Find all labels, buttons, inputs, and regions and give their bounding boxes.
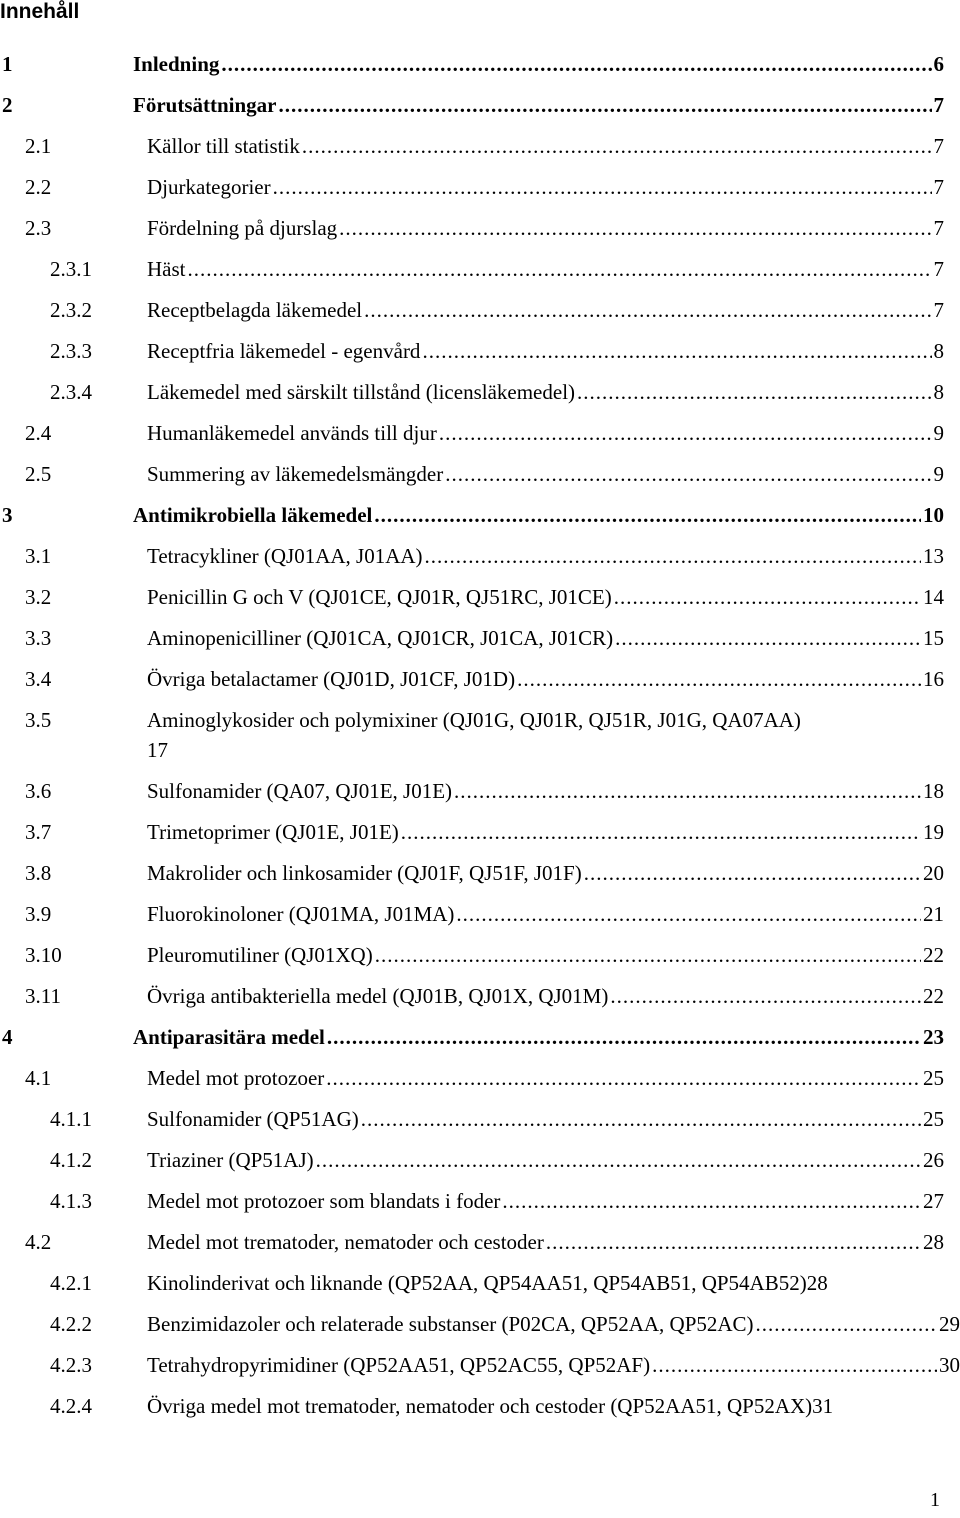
dot-leader: [374, 500, 921, 530]
toc-entry-page: 8: [933, 339, 944, 363]
toc-entry[interactable]: [0, 940, 944, 970]
dot-leader: [546, 1227, 921, 1257]
toc-entry[interactable]: [0, 1350, 960, 1380]
toc-entry-title: Medel mot trematoder, nematoder och cestoder: [147, 1230, 544, 1254]
toc-entry-number: 4.2.1: [50, 1271, 92, 1295]
dot-leader: [326, 1063, 921, 1093]
toc-entry-page: 13: [923, 544, 944, 568]
toc-entry-page: 27: [923, 1189, 944, 1213]
toc-entry-page: 21: [923, 902, 944, 926]
toc-entry-title: Källor till statistik: [147, 134, 300, 158]
toc-entry[interactable]: [0, 49, 944, 79]
toc-entry-page: 16: [923, 667, 944, 691]
toc-entry-page: 28: [806, 1271, 828, 1295]
dot-leader: [327, 1022, 921, 1052]
toc-entry-number: 3.9: [25, 902, 52, 926]
toc-entry-number: 2.2: [25, 175, 52, 199]
toc-entry[interactable]: [0, 899, 944, 929]
toc-entry-page: 25: [923, 1066, 944, 1090]
toc-entry-title: Pleuromutiliner (QJ01XQ): [147, 943, 373, 967]
dot-leader: [439, 418, 932, 448]
toc-entry[interactable]: [0, 1309, 960, 1339]
toc-entry-title: Kinolinderivat och liknande (QP52AA, QP54AA51, QP54AB51, QP54AB52): [147, 1271, 807, 1295]
toc-entry[interactable]: [0, 131, 944, 161]
toc-entry-number: 2: [2, 93, 13, 117]
toc-entry[interactable]: [0, 418, 944, 448]
toc-entry-number: 3: [2, 503, 13, 527]
toc-entry[interactable]: [0, 377, 944, 407]
toc-entry[interactable]: [0, 817, 944, 847]
toc-entry-number: 3.3: [25, 626, 52, 650]
toc-entry-title: Läkemedel med särskilt tillstånd (licensläkemedel): [147, 380, 576, 404]
toc-entry-title: Makrolider och linkosamider (QJ01F, QJ51F, J01F): [147, 861, 582, 885]
toc-entry-number: 4.1.3: [50, 1189, 92, 1213]
toc-entry-page: 31: [812, 1394, 834, 1418]
dot-leader: [614, 582, 921, 612]
dot-leader: [615, 623, 921, 653]
toc-entry-number: 3.5: [25, 708, 52, 732]
dot-leader: [454, 776, 921, 806]
toc-entry[interactable]: [0, 776, 944, 806]
toc-entry-title: Triaziner (QP51AJ): [147, 1148, 314, 1172]
toc-entry-number: 4.1.1: [50, 1107, 92, 1131]
toc-entry-page: 22: [923, 984, 944, 1008]
toc-entry[interactable]: [0, 295, 944, 325]
toc-entry-page: 23: [923, 1025, 944, 1049]
toc-entry[interactable]: [0, 1391, 960, 1421]
toc-entry[interactable]: [0, 1063, 944, 1093]
toc-entry[interactable]: [0, 500, 944, 530]
toc-entry-number: 4.2.2: [50, 1312, 92, 1336]
toc-entry-page: 17: [147, 738, 168, 762]
dot-leader: [339, 213, 931, 243]
toc-entry-page: 15: [923, 626, 944, 650]
toc-entry-page: 30: [939, 1353, 960, 1377]
toc-entry-title: Övriga medel mot trematoder, nematoder och cestoder (QP52AA51, QP52AX): [147, 1394, 813, 1418]
dot-leader: [364, 295, 931, 325]
toc-entry-title: Humanläkemedel används till djur: [147, 421, 437, 445]
toc-entry-title: Aminopenicilliner (QJ01CA, QJ01CR, J01CA, J01CR): [147, 626, 614, 650]
toc-entry-number: 2.4: [25, 421, 52, 445]
toc-entry-number: 3.10: [25, 943, 62, 967]
toc-entry-number: 3.7: [25, 820, 52, 844]
toc-entry-page: 9: [933, 421, 944, 445]
toc-entry-title: Penicillin G och V (QJ01CE, QJ01R, QJ51RC, J01CE): [147, 585, 612, 609]
toc-entry-title: Antiparasitära medel: [133, 1025, 325, 1049]
toc-entry-page: 10: [923, 503, 944, 527]
toc-entry-title: Sulfonamider (QP51AG): [147, 1107, 359, 1131]
toc-entry[interactable]: [0, 254, 944, 284]
toc-entry-title: Förutsättningar: [133, 93, 277, 117]
dot-leader: [401, 817, 921, 847]
toc-entry[interactable]: [0, 1104, 944, 1134]
toc-entry[interactable]: [0, 1145, 944, 1175]
toc-entry-page: 7: [933, 134, 944, 158]
toc-entry-title: Tetrahydropyrimidiner (QP52AA51, QP52AC55, QP52AF): [147, 1353, 651, 1377]
toc-entry-number: 4: [2, 1025, 13, 1049]
toc-entry-number: 4.2: [25, 1230, 52, 1254]
dot-leader: [273, 172, 932, 202]
toc-entry-title: Medel mot protozoer: [147, 1066, 325, 1090]
toc-entry[interactable]: [0, 336, 944, 366]
toc-entry-number: 4.1: [25, 1066, 52, 1090]
toc-entry-title: Inledning: [133, 52, 220, 76]
toc-entry-page: 7: [933, 298, 944, 322]
toc-entry-number: 2.3.3: [50, 339, 92, 363]
toc-entry-page: 7: [933, 175, 944, 199]
toc-entry[interactable]: [0, 1227, 944, 1257]
toc-entry[interactable]: [0, 664, 944, 694]
toc-entry-title: Sulfonamider (QA07, QJ01E, J01E): [147, 779, 453, 803]
toc-entry[interactable]: [0, 582, 944, 612]
toc-entry[interactable]: [0, 459, 944, 489]
dot-leader: [279, 90, 932, 120]
toc-entry-title: Medel mot protozoer som blandats i foder: [147, 1189, 501, 1213]
toc-entry-title: Aminoglykosider och polymixiner (QJ01G, QJ01R, QJ51R, J01G, QA07AA): [147, 708, 801, 732]
dot-leader: [584, 858, 921, 888]
dot-leader: [375, 940, 921, 970]
toc-entry-title: Häst: [147, 257, 186, 281]
dot-leader: [316, 1145, 921, 1175]
toc-entry-number: 3.8: [25, 861, 52, 885]
toc-entry-title: Trimetoprimer (QJ01E, J01E): [147, 820, 399, 844]
dot-leader: [517, 664, 921, 694]
toc-entry-number: 3.11: [25, 984, 61, 1008]
dot-leader: [610, 981, 921, 1011]
toc-entry[interactable]: [0, 981, 944, 1011]
toc-entry-title: Summering av läkemedelsmängder: [147, 462, 444, 486]
toc-entry-number: 4.2.3: [50, 1353, 92, 1377]
toc-entry-page: 7: [933, 93, 944, 117]
dot-leader: [756, 1309, 937, 1339]
toc-entry[interactable]: [0, 541, 944, 571]
toc-entry-title: Tetracykliner (QJ01AA, J01AA): [147, 544, 423, 568]
toc-entry[interactable]: [0, 172, 944, 202]
toc-entry-number: 2.3: [25, 216, 52, 240]
toc-entry-title: Övriga antibakteriella medel (QJ01B, QJ01X, QJ01M): [147, 984, 609, 1008]
toc-entry-title: Djurkategorier: [147, 175, 271, 199]
toc-entry-title: Benzimidazoler och relaterade substanser (P02CA, QP52AA, QP52AC): [147, 1312, 754, 1336]
toc-entry-number: 3.4: [25, 667, 52, 691]
toc-entry-number: 2.5: [25, 462, 52, 486]
dot-leader: [302, 131, 932, 161]
toc-entry-page: 22: [923, 943, 944, 967]
dot-leader: [188, 254, 932, 284]
toc-entry-number: 2.3.2: [50, 298, 92, 322]
toc-entry-page: 7: [933, 216, 944, 240]
toc-entry-title: Antimikrobiella läkemedel: [133, 503, 373, 527]
toc-entry[interactable]: [0, 858, 944, 888]
toc-entry-title: Fluorokinoloner (QJ01MA, J01MA): [147, 902, 455, 926]
toc-entry-page: 6: [933, 52, 944, 76]
toc-entry-page: 14: [923, 585, 944, 609]
toc-heading: Innehåll: [0, 0, 80, 23]
dot-leader: [361, 1104, 921, 1134]
toc-entry-page: 25: [923, 1107, 944, 1131]
toc-entry-title: Receptbelagda läkemedel: [147, 298, 363, 322]
toc-entry[interactable]: [0, 623, 944, 653]
toc-entry-number: 2.3.1: [50, 257, 92, 281]
toc-entry-number: 4.2.4: [50, 1394, 92, 1418]
toc-entry-page: 29: [939, 1312, 960, 1336]
dot-leader: [652, 1350, 937, 1380]
toc-entry-number: 3.1: [25, 544, 52, 568]
toc-entry-page: 8: [933, 380, 944, 404]
toc-entry-page: 20: [923, 861, 944, 885]
dot-leader: [425, 541, 921, 571]
toc-entry-number: 3.6: [25, 779, 52, 803]
toc-entry-number: 3.2: [25, 585, 52, 609]
dot-leader: [221, 49, 931, 79]
toc-entry-page: 26: [923, 1148, 944, 1172]
toc-entry-number: 2.1: [25, 134, 52, 158]
toc-entry-page: 9: [933, 462, 944, 486]
toc-entry[interactable]: [0, 1022, 944, 1052]
toc-entry-title: Fördelning på djurslag: [147, 216, 338, 240]
toc-entry-page: 19: [923, 820, 944, 844]
page-number: 1: [930, 1489, 940, 1511]
toc-entry[interactable]: [0, 1186, 944, 1216]
toc-entry-title: Övriga betalactamer (QJ01D, J01CF, J01D): [147, 667, 516, 691]
dot-leader: [456, 899, 921, 929]
toc-entry-title: Receptfria läkemedel - egenvård: [147, 339, 421, 363]
toc-entry[interactable]: [0, 705, 944, 765]
toc-entry-page: 7: [933, 257, 944, 281]
dot-leader: [577, 377, 931, 407]
toc-entry-number: 4.1.2: [50, 1148, 92, 1172]
toc-entry-number: 2.3.4: [50, 380, 92, 404]
toc-entry[interactable]: [0, 90, 944, 120]
toc-entry-page: 28: [923, 1230, 944, 1254]
dot-leader: [445, 459, 931, 489]
toc-entry[interactable]: [0, 213, 944, 243]
dot-leader: [422, 336, 931, 366]
toc-entry-number: 1: [2, 52, 13, 76]
dot-leader: [502, 1186, 921, 1216]
toc-entry[interactable]: [0, 1268, 960, 1298]
toc-entry-page: 18: [923, 779, 944, 803]
